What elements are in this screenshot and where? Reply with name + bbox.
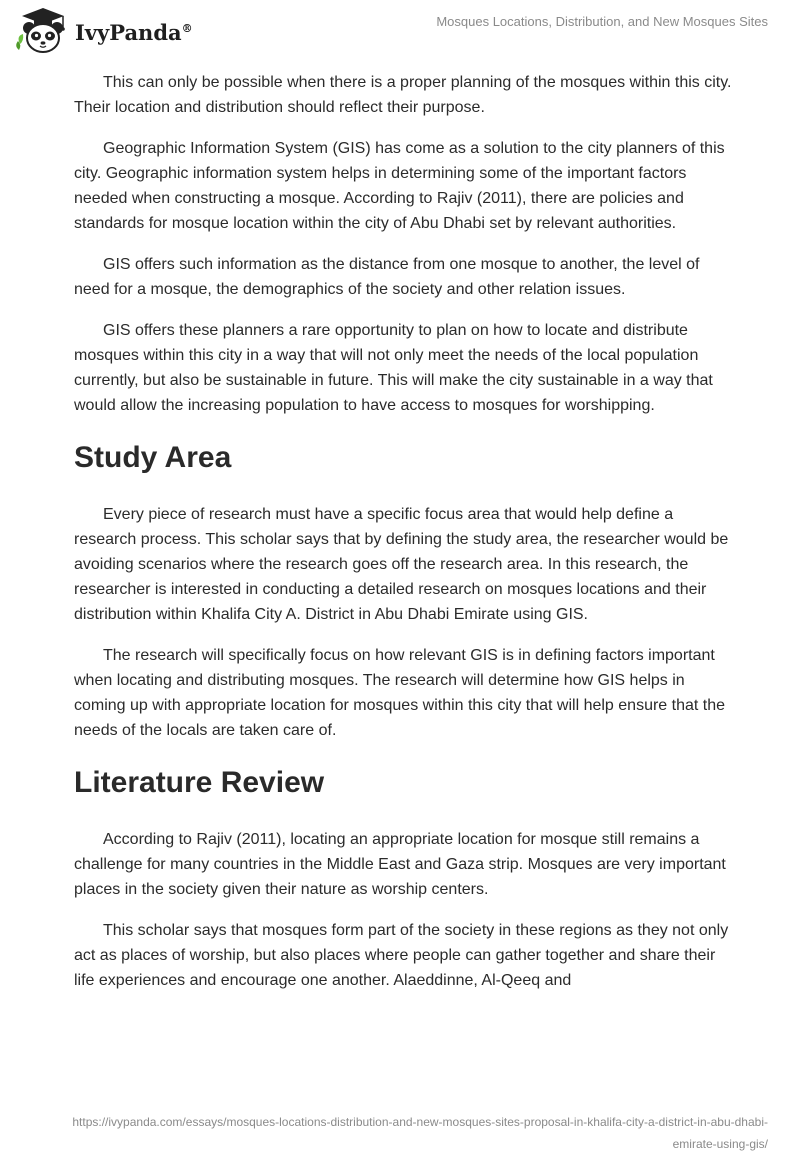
essay-body [74,70,734,1009]
paragraph: GIS offers such information as the distance from one mosque to another, the level of need for a mosque, the demographics of the society and other relation issues. [74,256,700,298]
paragraph: GIS offers these planners a rare opportunity to plan on how to locate and distribute mosques within this city in a way that will not only meet the needs of the local population currently, but also be sustainable in future. This will make the city sustainable in a way that would allow the increasing population to have access to mosques for worshipping. [74,322,713,414]
paragraph: The research will specifically focus on how relevant GIS is in defining factors important when locating and distributing mosques. The research will determine how GIS helps in coming up with appropriate location for mosques within this city that will help ensure that the needs of the locals are taken care of. [74,647,726,739]
source-url-line: https://ivypanda.com/essays/mosques-locations-distribution-and-new-mosques-sites-proposal-in-khalifa-city-a-district-in-abu-dhabi- [72,1115,768,1129]
document-title: Mosques Locations, Distribution, and New Mosques Sites [436,14,768,29]
page-header [0,0,800,62]
paragraph: This can only be possible when there is a proper planning of the mosques within this city. Their location and distribution should reflect their purpose. [74,74,732,116]
paragraph: Geographic Information System (GIS) has come as a solution to the city planners of this city. Geographic information system helps in determining some of the important factors needed when constructing a mosque. According to Rajiv (2011), there are policies and standards for mosque location within the city of Abu Dhabi set by relevant authorities. [74,140,725,232]
brand-name: IvyPanda® [75,19,193,45]
section-heading-study-area: Study Area [74,441,232,474]
section-heading-literature-review: Literature Review [74,766,325,799]
source-url[interactable] [28,1111,768,1155]
panda-mascot-icon [14,6,72,56]
paragraph: According to Rajiv (2011), locating an appropriate location for mosque still remains a challenge for many countries in the Middle East and Gaza strip. Mosques are very important places in the society given their nature as worship centers. [74,831,726,898]
paragraph: Every piece of research must have a specific focus area that would help define a research process. This scholar says that by defining the study area, the researcher would be avoiding scenarios where the research goes off the research area. In this research, the researcher is interested in conducting a detailed research on mosques locations and their distribution within Khalifa City A. District in Abu Dhabi Emirate using GIS. [74,506,729,623]
ivypanda-logo[interactable] [14,6,193,56]
source-url-line: emirate-using-gis/ [672,1137,768,1151]
paragraph: This scholar says that mosques form part of the society in these regions as they not only act as places of worship, but also places where people can gather together and share their life experiences and encourage one another. Alaeddinne, Al-Qeeq and [74,922,729,989]
